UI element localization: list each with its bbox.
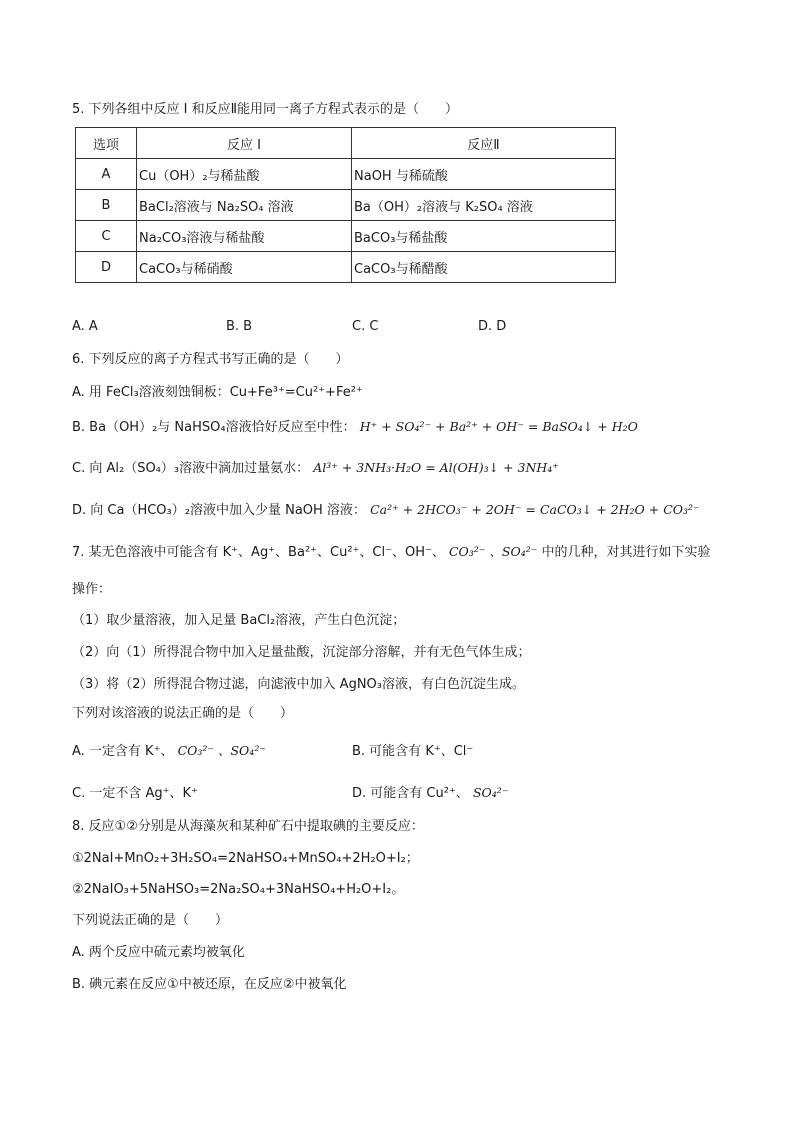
table-header-option: 选项 — [76, 128, 137, 159]
q8-reaction-1: ①2NaI+MnO₂+3H₂SO₄=2NaHSO₄+MnSO₄+2H₂O+I₂； — [72, 851, 419, 866]
q7-option-a — [72, 740, 266, 759]
table-cell-reaction-1: Na₂CO₃溶液与稀盐酸 — [137, 221, 352, 252]
q7-option-d — [352, 782, 508, 801]
q7-stem-continued: 操作： — [72, 582, 112, 597]
q7-option-d-ions: SO₄²⁻ — [472, 785, 509, 800]
q8-stem: 8. 反应①②分别是从海藻灰和某种矿石中提取碘的主要反应： — [72, 819, 424, 834]
table-cell-option: A — [76, 159, 137, 190]
q8-option-a: A. 两个反应中硫元素均被氧化 — [72, 945, 245, 960]
q6-option-c-text: C. 向 Al₂（SO₄）₃溶液中滴加过量氨水： — [72, 461, 310, 476]
q8-reaction-2: ②2NaIO₃+5NaHSO₃=2Na₂SO₄+3NaHSO₄+H₂O+I₂。 — [72, 882, 405, 897]
q7-step-3: （3）将（2）所得混合物过滤，向滤液中加入 AgNO₃溶液，有白色沉淀生成。 — [72, 677, 525, 692]
q5-option-c: C. C — [352, 319, 379, 334]
table-cell-reaction-1: Cu（OH）₂与稀盐酸 — [137, 159, 352, 190]
table-row — [76, 221, 616, 252]
table-cell-reaction-2: Ba（OH）₂溶液与 K₂SO₄ 溶液 — [352, 190, 616, 221]
q6-option-c-equation: Al³⁺ + 3NH₃·H₂O = Al(OH)₃↓ + 3NH₄⁺ — [313, 460, 559, 475]
q7-option-b: B. 可能含有 K⁺、Cl⁻ — [352, 744, 474, 759]
q6-option-c — [72, 459, 559, 478]
q7-option-d-text: D. 可能含有 Cu²⁺、 — [352, 786, 469, 801]
table-header-reaction-2: 反应Ⅱ — [352, 128, 616, 159]
q7-option-c: C. 一定不含 Ag⁺、K⁺ — [72, 786, 198, 801]
table-cell-option: C — [76, 221, 137, 252]
q7-option-a-text: A. 一定含有 K⁺、 — [72, 744, 174, 759]
table-cell-option: D — [76, 252, 137, 283]
q5-table — [75, 127, 616, 283]
table-cell-reaction-1: CaCO₃与稀硝酸 — [137, 252, 352, 283]
table-row — [76, 159, 616, 190]
q7-stem-ions: CO₃²⁻ 、SO₄²⁻ — [448, 544, 538, 559]
q7-step-1: （1）取少量溶液，加入足量 BaCl₂溶液，产生白色沉淀； — [72, 613, 406, 628]
table-cell-option: B — [76, 190, 137, 221]
q6-option-b — [72, 418, 638, 437]
table-row — [76, 190, 616, 221]
q6-option-b-text: B. Ba（OH）₂与 NaHSO₄溶液恰好反应至中性： — [72, 420, 356, 435]
table-cell-reaction-1: BaCl₂溶液与 Na₂SO₄ 溶液 — [137, 190, 352, 221]
q7-stem-text: 7. 某无色溶液中可能含有 K⁺、Ag⁺、Ba²⁺、Cu²⁺、Cl⁻、OH⁻、 — [72, 545, 445, 560]
table-header-reaction-1: 反应 I — [137, 128, 352, 159]
q7-option-a-ions: CO₃²⁻ 、SO₄²⁻ — [177, 743, 266, 758]
table-cell-reaction-2: BaCO₃与稀盐酸 — [352, 221, 616, 252]
q6-stem: 6. 下列反应的离子方程式书写正确的是（ ） — [72, 352, 349, 367]
q5-option-d: D. D — [478, 319, 507, 334]
q8-option-b: B. 碘元素在反应①中被还原，在反应②中被氧化 — [72, 977, 347, 992]
q5-option-a: A. A — [72, 319, 98, 334]
table-header-row — [76, 128, 616, 159]
q7-question: 下列对该溶液的说法正确的是（ ） — [72, 706, 294, 721]
table-row — [76, 252, 616, 283]
q7-stem-tail: 中的几种，对其进行如下实验 — [541, 545, 711, 560]
q8-question: 下列说法正确的是（ ） — [72, 913, 229, 928]
table-cell-reaction-2: NaOH 与稀硫酸 — [352, 159, 616, 190]
q6-option-a: A. 用 FeCl₃溶液刻蚀铜板：Cu+Fe³⁺=Cu²⁺+Fe²⁺ — [72, 385, 363, 400]
q5-option-b: B. B — [226, 319, 253, 334]
q7-stem — [72, 543, 710, 562]
q6-option-d — [72, 501, 700, 520]
q6-option-d-equation: Ca²⁺ + 2HCO₃⁻ + 2OH⁻ = CaCO₃↓ + 2H₂O + CO₃²⁻ — [370, 502, 700, 517]
q6-option-d-text: D. 向 Ca（HCO₃）₂溶液中加入少量 NaOH 溶液： — [72, 503, 366, 518]
q6-option-b-equation: H⁺ + SO₄²⁻ + Ba²⁺ + OH⁻ = BaSO₄↓ + H₂O — [359, 419, 638, 434]
table-cell-reaction-2: CaCO₃与稀醋酸 — [352, 252, 616, 283]
q5-stem: 5. 下列各组中反应 I 和反应Ⅱ能用同一离子方程式表示的是（ ） — [72, 102, 459, 117]
q7-step-2: （2）向（1）所得混合物中加入足量盐酸，沉淀部分溶解，并有无色气体生成； — [72, 645, 531, 660]
